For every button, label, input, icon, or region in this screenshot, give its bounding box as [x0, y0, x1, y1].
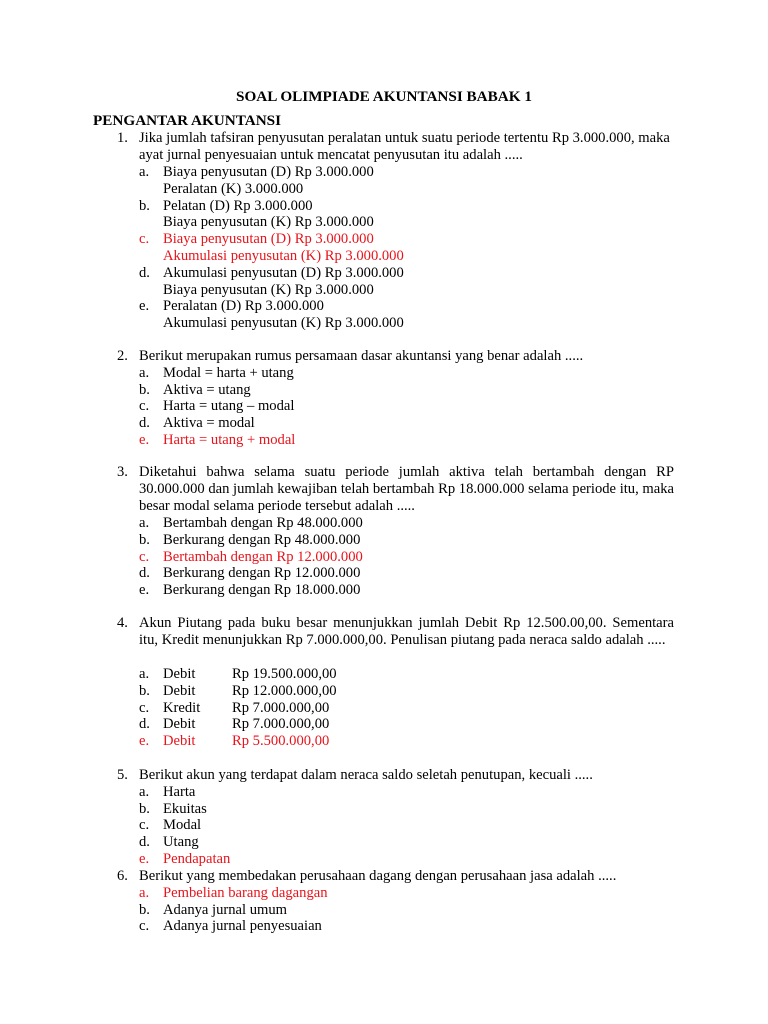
- option-letter: b.: [139, 800, 150, 817]
- option-text: Bertambah dengan Rp 48.000.000: [163, 515, 363, 531]
- question-number: 2.: [117, 348, 128, 364]
- option-letter: c.: [139, 231, 150, 248]
- option-letter: c.: [139, 817, 150, 834]
- option-letter: c.: [139, 398, 150, 415]
- option-letter: a.: [139, 783, 150, 800]
- option-1c: [0, 231, 768, 248]
- option-text: Modal: [163, 817, 202, 834]
- question-number: 6.: [117, 868, 128, 884]
- question-text: Berikut merupakan rumus persamaan dasar akuntansi yang benar adalah .....: [139, 348, 584, 364]
- option-3c: [0, 549, 768, 566]
- option-4b: [0, 683, 768, 700]
- option-side: Debit: [163, 666, 196, 682]
- option-text: Pendapatan: [163, 850, 231, 867]
- question-number: 1.: [117, 130, 128, 146]
- option-text: Berkurang dengan Rp 12.000.000: [163, 565, 361, 582]
- option-letter: d.: [139, 716, 150, 733]
- option-letter: b.: [139, 682, 150, 699]
- option-1a-line2: [0, 181, 768, 198]
- option-text: Modal = harta + utang: [163, 364, 294, 381]
- option-text: Harta: [163, 783, 196, 800]
- option-2a: [0, 365, 768, 382]
- option-1e: [0, 298, 768, 315]
- option-text: Biaya penyusutan (K) Rp 3.000.000: [163, 281, 374, 298]
- option-6b: [0, 902, 768, 919]
- option-5c: [0, 817, 768, 834]
- option-4e: [0, 733, 768, 750]
- question-text: Berikut yang membedakan perusahaan dagang dengan perusahaan jasa adalah .....: [139, 868, 617, 884]
- option-letter: e.: [139, 733, 150, 750]
- option-amount: Rp 19.500.000,00: [232, 666, 337, 682]
- option-letter: e.: [139, 431, 150, 448]
- question-text: Akun Piutang pada buku besar menunjukkan jumlah Debit Rp 12.500.00,00. Sementara itu, Kredit menunjukkan Rp 7.000.000,00. Penulisan piutang pada neraca saldo adalah .....: [139, 615, 674, 648]
- option-letter: d.: [139, 834, 150, 851]
- option-letter: e.: [139, 850, 150, 867]
- option-letter: d.: [139, 264, 150, 281]
- option-6a: [0, 885, 768, 902]
- option-3e: [0, 582, 768, 599]
- option-text: Adanya jurnal penyesuaian: [163, 918, 322, 935]
- option-1b: [0, 198, 768, 215]
- option-text: Pelatan (D) Rp 3.000.000: [163, 197, 313, 214]
- option-2e: [0, 432, 768, 449]
- option-6c: [0, 918, 768, 935]
- option-text: Biaya penyusutan (D) Rp 3.000.000: [163, 231, 374, 248]
- question-number: 5.: [117, 767, 128, 783]
- option-side: Debit: [163, 733, 196, 750]
- option-text: Adanya jurnal umum: [163, 901, 288, 918]
- option-4d: [0, 716, 768, 733]
- option-letter: b.: [139, 901, 150, 918]
- option-letter: e.: [139, 582, 150, 599]
- option-letter: d.: [139, 415, 150, 432]
- page-title: SOAL OLIMPIADE AKUNTANSI BABAK 1: [236, 88, 532, 105]
- option-5b: [0, 801, 768, 818]
- question-text: Diketahui bahwa selama suatu periode jumlah aktiva telah bertambah dengan RP 30.000.000 dan jumlah kewajiban telah bertambah Rp 18.000.000 selama periode itu, maka besar modal selama periode tersebut adalah .....: [139, 464, 674, 514]
- option-text: Akumulasi penyusutan (D) Rp 3.000.000: [163, 264, 404, 281]
- option-5a: [0, 784, 768, 801]
- option-side: Debit: [163, 716, 196, 733]
- option-side: Kredit: [163, 699, 201, 716]
- option-text: Aktiva = modal: [163, 415, 255, 432]
- option-letter: b.: [139, 381, 150, 398]
- option-2b: [0, 382, 768, 399]
- question-text: Berikut akun yang terdapat dalam neraca saldo seletah penutupan, kecuali .....: [139, 767, 593, 783]
- question-number: 4.: [117, 615, 128, 631]
- option-1b-line2: [0, 214, 768, 231]
- option-amount: Rp 7.000.000,00: [232, 716, 330, 733]
- option-letter: a.: [139, 164, 150, 180]
- option-side: Debit: [163, 682, 196, 699]
- option-text: Harta = utang – modal: [163, 398, 295, 415]
- question-number: 3.: [117, 464, 128, 480]
- option-2d: [0, 415, 768, 432]
- option-text: Aktiva = utang: [163, 381, 251, 398]
- option-1d-line2: [0, 282, 768, 299]
- option-1a: [0, 164, 768, 181]
- option-letter: c.: [139, 699, 150, 716]
- option-letter: a.: [139, 515, 150, 531]
- option-3d: [0, 565, 768, 582]
- option-text: Utang: [163, 834, 199, 851]
- option-letter: d.: [139, 565, 150, 582]
- option-1c-line2: [0, 248, 768, 265]
- option-letter: b.: [139, 531, 150, 548]
- option-5e: [0, 851, 768, 868]
- option-text: Akumulasi penyusutan (K) Rp 3.000.000: [163, 315, 404, 332]
- option-text: Berkurang dengan Rp 48.000.000: [163, 531, 361, 548]
- option-letter: e.: [139, 298, 150, 315]
- option-2c: [0, 398, 768, 415]
- option-4c: [0, 700, 768, 717]
- option-text: Ekuitas: [163, 800, 207, 817]
- option-text: Harta = utang + modal: [163, 431, 296, 448]
- section-heading: PENGANTAR AKUNTANSI: [93, 112, 282, 129]
- option-text: Peralatan (K) 3.000.000: [163, 180, 304, 197]
- option-text: Berkurang dengan Rp 18.000.000: [163, 582, 361, 599]
- option-letter: b.: [139, 197, 150, 214]
- option-text: Biaya penyusutan (D) Rp 3.000.000: [163, 164, 374, 180]
- option-letter: c.: [139, 548, 150, 565]
- option-amount: Rp 12.000.000,00: [232, 682, 337, 699]
- option-amount: Rp 7.000.000,00: [232, 699, 330, 716]
- option-1d: [0, 265, 768, 282]
- option-5d: [0, 834, 768, 851]
- option-4a: [0, 666, 768, 683]
- option-1e-line2: [0, 315, 768, 332]
- option-letter: a.: [139, 884, 150, 901]
- option-text: Bertambah dengan Rp 12.000.000: [163, 548, 363, 565]
- option-text: Biaya penyusutan (K) Rp 3.000.000: [163, 214, 374, 231]
- option-amount: Rp 5.500.000,00: [232, 733, 330, 750]
- option-letter: a.: [139, 364, 150, 381]
- option-letter: a.: [139, 666, 150, 682]
- option-3a: [0, 515, 768, 532]
- option-3b: [0, 532, 768, 549]
- option-text: Pembelian barang dagangan: [163, 884, 328, 901]
- option-text: Akumulasi penyusutan (K) Rp 3.000.000: [163, 248, 404, 264]
- question-text: Jika jumlah tafsiran penyusutan peralatan untuk suatu periode tertentu Rp 3.000.000, maka ayat jurnal penyesuaian untuk mencatat penyusutan itu adalah .....: [139, 130, 670, 163]
- option-letter: c.: [139, 918, 150, 935]
- option-text: Peralatan (D) Rp 3.000.000: [163, 298, 324, 315]
